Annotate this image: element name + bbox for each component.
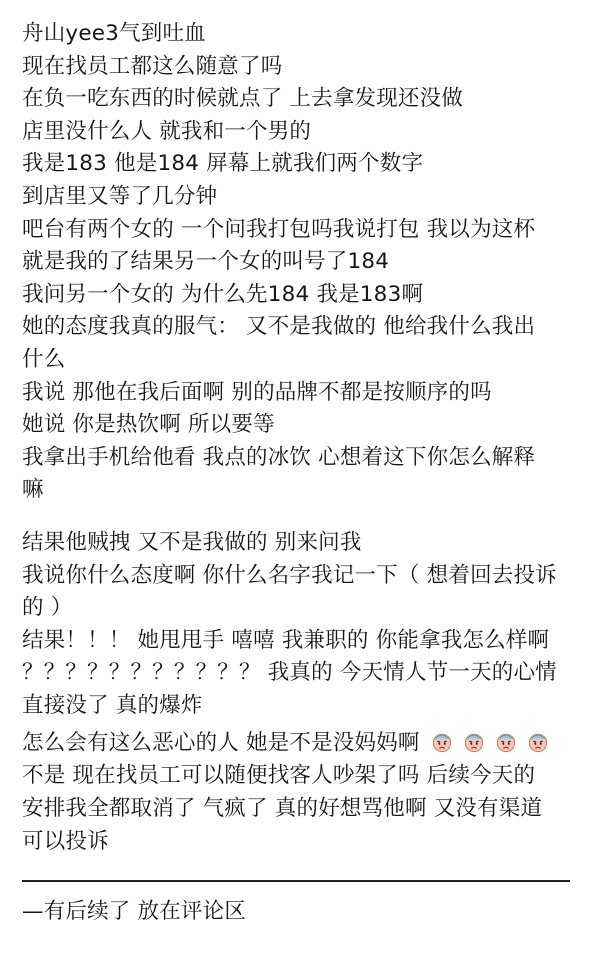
text-line: 我拿出手机给他看 我点的冰饮 心想着这下你怎么解释 — [22, 444, 536, 470]
paragraph-gap — [22, 507, 576, 527]
text-line: 可以投诉 — [22, 828, 109, 854]
text-line: 的 ） — [22, 595, 73, 621]
emoji-text-line — [22, 727, 576, 760]
text-line: 我说你什么态度啊 你什么名字我记一下（ 想着回去投诉 — [22, 562, 557, 588]
text-line: 店里没什么人 就我和一个男的 — [22, 118, 312, 144]
text-line: ？？？？？？？？？？？ 我真的 今天情人节一天的心情 — [22, 660, 557, 686]
text-line: 不是 现在找员工可以随便找客人吵架了吗 后续今天的 — [22, 763, 536, 789]
text-line: 吧台有两个女的 一个问我打包吗我说打包 我以为这杯 — [22, 216, 536, 242]
text-line: 我问另一个女的 为什么先184 我是183啊 — [22, 281, 424, 307]
text-line: 现在找员工都这么随意了吗 — [22, 53, 283, 79]
text-line: 安排我全都取消了 气疯了 真的好想骂他啊 又没有渠道 — [22, 795, 543, 821]
text-line: 结果！！！ 她甩甩手 嘻嘻 我兼职的 你能拿我怎么样啊 — [22, 627, 550, 653]
text-line: 什么 — [22, 346, 66, 372]
emoji-group — [431, 727, 552, 760]
footer-note: —有后续了 放在评论区 — [22, 899, 247, 925]
text-line: 嘛 — [22, 477, 44, 503]
angry-face-emoji-icon — [527, 731, 549, 753]
text-line: 她的态度我真的服气： 又不是我做的 他给我什么我出 — [22, 314, 536, 340]
text-line: 在负一吃东西的时候就点了 上去拿发现还没做 — [22, 86, 464, 112]
text-line: 到店里又等了几分钟 — [22, 183, 218, 209]
text-line: 就是我的了结果另一个女的叫号了184 — [22, 249, 390, 275]
divider-line — [22, 880, 570, 882]
post-title: 舟山yee3气到吐血 — [22, 21, 206, 46]
angry-face-emoji-icon — [463, 731, 485, 753]
text-line: 我是183 他是184 屏幕上就我们两个数字 — [22, 151, 424, 177]
angry-face-emoji-icon — [495, 731, 517, 753]
text-line: 我说 那他在我后面啊 别的品牌不都是按顺序的吗 — [22, 379, 492, 405]
angry-face-emoji-icon — [431, 731, 453, 753]
text-line: 她说 你是热饮啊 所以要等 — [22, 412, 275, 438]
text-line: 结果他贼拽 又不是我做的 别来问我 — [22, 529, 362, 555]
text-segment: 怎么会有这么恶心的人 她是不是没妈妈啊 — [22, 730, 420, 756]
text-line: 直接没了 真的爆炸 — [22, 692, 203, 718]
